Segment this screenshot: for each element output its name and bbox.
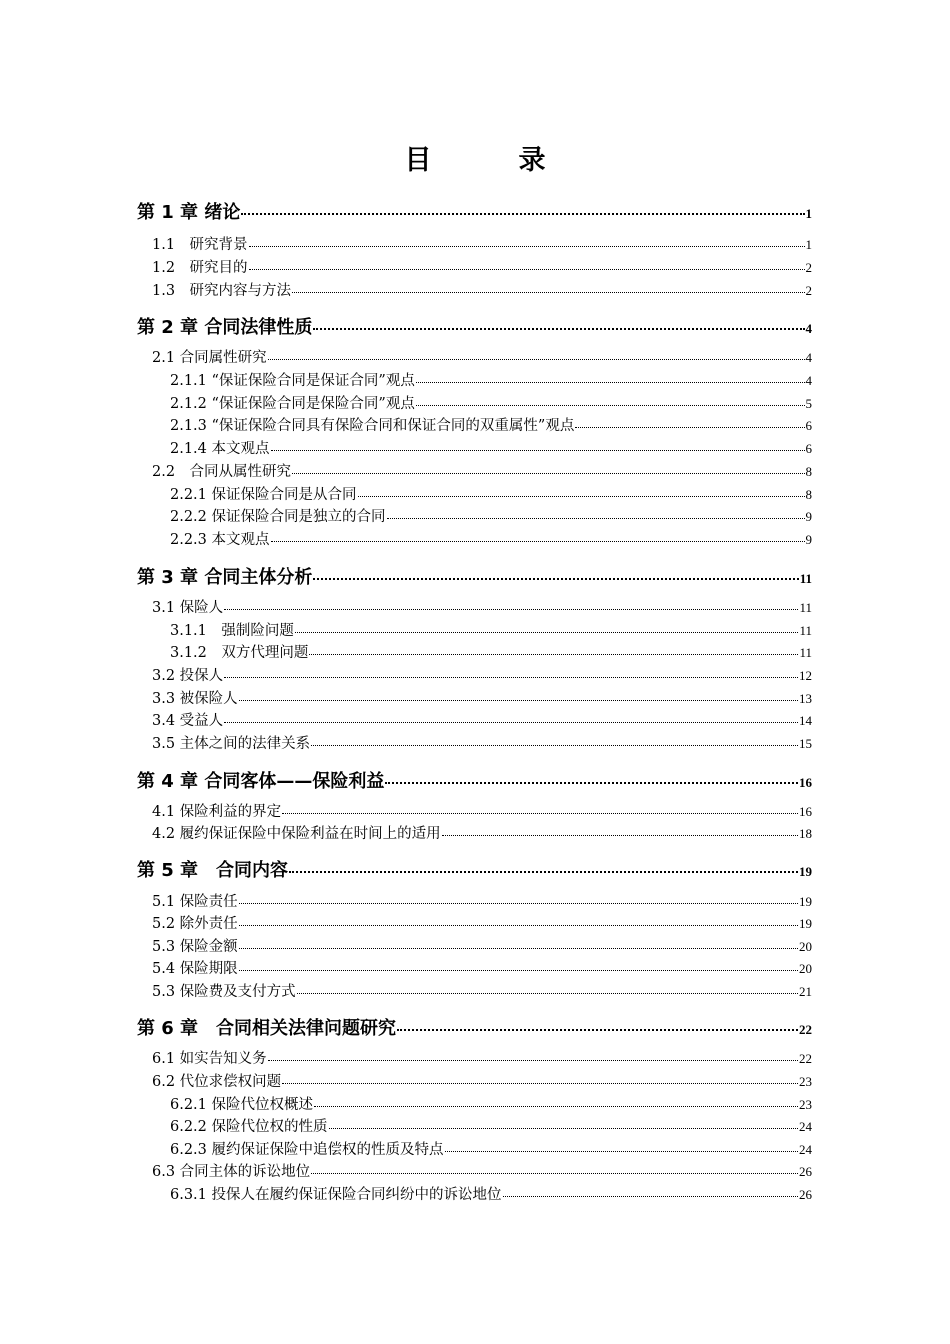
toc-section-entry[interactable] [152, 1160, 812, 1181]
toc-section-entry[interactable] [152, 980, 812, 1001]
toc-entry-label: 4.1 保险利益的界定 [152, 804, 282, 820]
toc-entry-label: 5.1 保险责任 [152, 894, 238, 910]
dot-leader [224, 609, 798, 610]
toc-subsection-entry[interactable] [170, 414, 812, 435]
toc-entry-label: 2.1 合同属性研究 [152, 350, 267, 366]
toc-page-number: 1 [805, 206, 812, 221]
dot-leader [416, 405, 805, 406]
toc-entry-label: 2.2 合同从属性研究 [152, 464, 292, 480]
toc-section-entry[interactable] [152, 912, 812, 933]
toc-entry-label: 6.2.2 保险代位权的性质 [170, 1119, 328, 1135]
toc-subsection-entry[interactable] [170, 369, 812, 390]
toc-entry-label: 6.2.3 履约保证保险中追偿权的性质及特点 [170, 1142, 444, 1158]
toc-section-entry[interactable] [152, 256, 812, 277]
toc-subsection-entry[interactable] [170, 528, 812, 549]
toc-page-number: 19 [799, 864, 812, 879]
dot-leader [503, 1196, 798, 1197]
toc-section-entry[interactable] [152, 664, 812, 685]
toc-entry-label: 第 2 章 合同法律性质 [137, 317, 313, 338]
toc-subsection-entry[interactable] [170, 1115, 812, 1136]
toc-entry-label: 6.3.1 投保人在履约保证保险合同纠纷中的诉讼地位 [170, 1187, 502, 1203]
toc-page-number: 19 [799, 894, 812, 909]
dot-leader [311, 745, 798, 746]
toc-page-number: 5 [805, 396, 812, 411]
toc-entry-label: 3.4 受益人 [152, 713, 224, 729]
toc-entry-label: 4.2 履约保证保险中保险利益在时间上的适用 [152, 826, 441, 842]
dot-leader [249, 269, 805, 270]
dot-leader [282, 1083, 798, 1084]
toc-page-number: 22 [799, 1022, 812, 1037]
toc-section-entry[interactable] [152, 460, 812, 481]
toc-page-number: 11 [799, 571, 812, 586]
toc-entry-label: 1.3 研究内容与方法 [152, 283, 292, 299]
toc-chapter-entry[interactable] [137, 563, 812, 589]
dot-leader [271, 450, 805, 451]
dot-leader [329, 1128, 798, 1129]
toc-entry-label: 3.5 主体之间的法律关系 [152, 736, 311, 752]
toc-subsection-entry[interactable] [170, 641, 812, 662]
toc-page-number: 2 [805, 283, 812, 298]
dot-leader [268, 1060, 798, 1061]
dot-leader [292, 292, 804, 293]
toc-entry-label: 第 1 章 绪论 [137, 202, 241, 223]
toc-page-number: 23 [799, 1097, 812, 1112]
toc-chapter-entry[interactable] [137, 767, 812, 793]
dot-leader [268, 359, 805, 360]
toc-entry-label: 第 5 章 合同内容 [137, 860, 289, 881]
dot-leader [289, 871, 798, 873]
toc-page-number: 20 [799, 961, 812, 976]
toc-entry-label: 5.3 保险金额 [152, 939, 238, 955]
toc-section-entry[interactable] [152, 890, 812, 911]
dot-leader [387, 518, 805, 519]
dot-leader [442, 835, 798, 836]
toc-page-number: 4 [805, 373, 812, 388]
toc-section-entry[interactable] [152, 687, 812, 708]
toc-subsection-entry[interactable] [170, 1138, 812, 1159]
toc-entry-label: 6.1 如实告知义务 [152, 1051, 267, 1067]
toc-page-number: 11 [799, 645, 812, 660]
dot-leader [249, 246, 805, 247]
toc-page-number: 20 [799, 939, 812, 954]
toc-section-entry[interactable] [152, 596, 812, 617]
toc-page-number: 9 [805, 509, 812, 524]
toc-section-entry[interactable] [152, 1070, 812, 1091]
toc-page-number: 26 [799, 1187, 812, 1202]
dot-leader [385, 782, 798, 784]
toc-section-entry[interactable] [152, 957, 812, 978]
dot-leader [416, 382, 805, 383]
toc-entry-label: 1.1 研究背景 [152, 237, 248, 253]
toc-page-number: 22 [799, 1051, 812, 1066]
toc-entry-label: 6.2.1 保险代位权概述 [170, 1097, 314, 1113]
toc-page-number: 26 [799, 1164, 812, 1179]
dot-leader [358, 496, 805, 497]
toc-page-number: 24 [799, 1142, 812, 1157]
dot-leader [313, 578, 798, 580]
toc-entry-label: 2.1.4 本文观点 [170, 441, 270, 457]
dot-leader [239, 948, 798, 949]
dot-leader [224, 722, 798, 723]
dot-leader [297, 993, 798, 994]
toc-entry-label: 6.2 代位求偿权问题 [152, 1074, 282, 1090]
dot-leader [397, 1029, 798, 1031]
toc-subsection-entry[interactable] [170, 619, 812, 640]
dot-leader [271, 541, 805, 542]
toc-entry-label: 2.1.3 “保证保险合同具有保险合同和保证合同的双重属性”观点 [170, 418, 575, 434]
toc-page-number: 2 [805, 260, 812, 275]
dot-leader [239, 903, 798, 904]
toc-page-number: 8 [805, 464, 812, 479]
toc-subsection-entry[interactable] [170, 1093, 812, 1114]
dot-leader [241, 213, 804, 215]
toc-section-entry[interactable] [152, 709, 812, 730]
toc-entry-label: 6.3 合同主体的诉讼地位 [152, 1164, 311, 1180]
toc-page-number: 4 [805, 321, 812, 336]
toc-page-number: 16 [799, 804, 812, 819]
toc-entry-label: 2.1.1 “保证保险合同是保证合同”观点 [170, 373, 415, 389]
toc-entry-label: 2.2.1 保证保险合同是从合同 [170, 487, 357, 503]
dot-leader [282, 813, 798, 814]
toc-subsection-entry[interactable] [170, 505, 812, 526]
toc-entry-label: 5.3 保险费及支付方式 [152, 984, 296, 1000]
toc-chapter-entry[interactable] [137, 856, 812, 882]
toc-entry-label: 2.2.2 保证保险合同是独立的合同 [170, 509, 386, 525]
dot-leader [239, 700, 798, 701]
toc-entry-label: 第 6 章 合同相关法律问题研究 [137, 1018, 397, 1039]
toc-page-number: 16 [799, 775, 812, 790]
toc-subsection-entry[interactable] [170, 483, 812, 504]
toc-page-number: 6 [805, 441, 812, 456]
toc-chapter-entry[interactable] [137, 313, 812, 339]
toc-section-entry[interactable] [152, 1047, 812, 1068]
toc-page-number: 9 [805, 532, 812, 547]
dot-leader [575, 427, 804, 428]
dot-leader [314, 1106, 798, 1107]
toc-entry-label: 5.2 除外责任 [152, 916, 238, 932]
dot-leader [292, 473, 804, 474]
toc-page-number: 4 [805, 350, 812, 365]
toc-entry-label: 3.2 投保人 [152, 668, 224, 684]
toc-section-entry[interactable] [152, 935, 812, 956]
toc-section-entry[interactable] [152, 346, 812, 367]
toc-entry-label: 3.3 被保险人 [152, 691, 238, 707]
dot-leader [295, 632, 799, 633]
toc-page-number: 11 [799, 600, 812, 615]
toc-page-number: 1 [805, 237, 812, 252]
toc-page-number: 8 [805, 487, 812, 502]
dot-leader [239, 925, 798, 926]
page-title: 目 录 [404, 145, 576, 176]
toc-entry-label: 3.1 保险人 [152, 600, 224, 616]
toc-chapter-entry[interactable] [137, 198, 812, 224]
toc-section-entry[interactable] [152, 800, 812, 821]
toc-page-number: 24 [799, 1119, 812, 1134]
toc-page-number: 11 [799, 623, 812, 638]
toc-page-number: 14 [799, 713, 812, 728]
dot-leader [309, 654, 798, 655]
toc-page-number: 6 [805, 418, 812, 433]
toc-entry-label: 第 3 章 合同主体分析 [137, 567, 313, 588]
toc-entry-label: 2.1.2 “保证保险合同是保险合同”观点 [170, 396, 415, 412]
toc-page-number: 13 [799, 691, 812, 706]
dot-leader [311, 1173, 798, 1174]
toc-section-entry[interactable] [152, 279, 812, 300]
toc-section-entry[interactable] [152, 732, 812, 753]
toc-entry-label: 5.4 保险期限 [152, 961, 238, 977]
toc-page-number: 12 [799, 668, 812, 683]
dot-leader [445, 1151, 798, 1152]
toc-section-entry[interactable] [152, 233, 812, 254]
toc-page-number: 23 [799, 1074, 812, 1089]
toc-subsection-entry[interactable] [170, 1183, 812, 1204]
toc-page-number: 15 [799, 736, 812, 751]
toc-entry-label: 第 4 章 合同客体——保险利益 [137, 771, 385, 792]
toc-page-number: 18 [799, 826, 812, 841]
toc-chapter-entry[interactable] [137, 1014, 812, 1040]
toc-entry-label: 3.1.1 强制险问题 [170, 623, 294, 639]
toc-section-entry[interactable] [152, 822, 812, 843]
toc-page-number: 19 [799, 916, 812, 931]
dot-leader [224, 677, 798, 678]
toc-subsection-entry[interactable] [170, 392, 812, 413]
toc-subsection-entry[interactable] [170, 437, 812, 458]
toc-entry-label: 3.1.2 双方代理问题 [170, 645, 309, 661]
toc-entry-label: 1.2 研究目的 [152, 260, 248, 276]
toc-entry-label: 2.2.3 本文观点 [170, 532, 270, 548]
dot-leader [313, 328, 804, 330]
toc-page-number: 21 [799, 984, 812, 999]
dot-leader [239, 970, 798, 971]
